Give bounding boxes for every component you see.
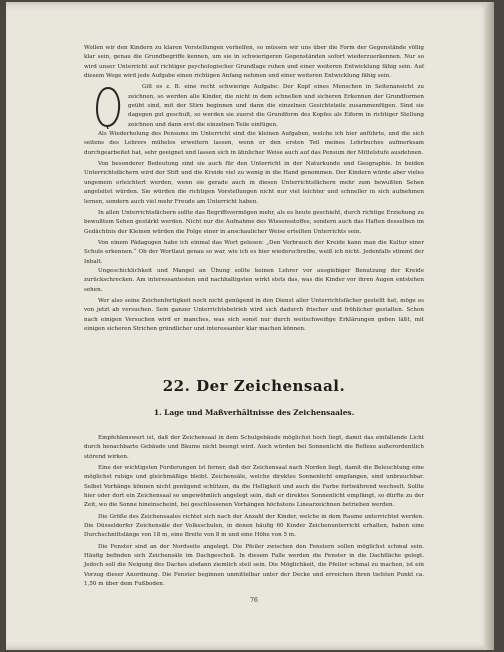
paragraph: Wollen wir den Kindern zu klaren Vorstellungen verhelfen, so müssen wir uns über die Form der Gegenstände völlig klar sein, genau die Grundbegriffe kennen, um sie in schwierigeren Gegenständen sofort wiederzuerkennen. Nur so wird unser Unterricht auf richtiger psychologischer Grundlage ruhen und einer weiteren Entwicklung fähig sein. Auf diesem Wege wird jede Aufgabe einen richtigen Anfang nehmen und einer weiteren Entwicklung fähig sein.	[84, 45, 424, 80]
egg-outline-figure	[94, 85, 122, 129]
paragraph: Von besonderer Bedeutung sind sie auch für den Unterricht in der Naturkunde und Geographie. In beiden Unterrichtsfächern wird der Stift und die Kreide viel zu wenig in die Hand genommen. Der Kindern würde aber vieles ungemein erleichtert werden, wenn sie gerade auch in diesen Unterrichtsfächern mehr zum bewußten Sehen angeleitet würden. Sie würden die richtigen Vorstellungen nicht nur viel leichter und schneller in sich aufnehmen lernen, sondern auch viel mehr Freude am Unterricht haben.	[84, 161, 424, 205]
text-block-top	[84, 44, 424, 334]
paragraph: In allen Unterrichtsfächern sollte das Begriffsvermögen mehr, als es heute geschieht, durch richtige Erziehung zu bewußtem Sehen gestärkt werden. Nicht nur die Aufnahme des Wissensstoffes, sondern auch das Haften desselben im Gedächtnis der Kleinen würden die Folge einer in anschaulicher Weise erteilten Unterrichts sein.	[84, 209, 424, 235]
paragraph: Die Größe des Zeichensaales richtet sich nach der Anzahl der Kinder, welche in dem Raume unterrichtet werden. Die Düsseldorfer Zeichensäle der Volksschulen, in denen häufig 60 Kinder Zeichenunterricht erhalten, haben eine Durchschnittslänge von 18 m, eine Breite von 8 m und eine Höhe von 5 m.	[84, 513, 424, 539]
page-number: 76	[250, 597, 258, 604]
text-block-bottom	[84, 434, 424, 590]
paragraph-text: Gilt es z. B. eine recht schwierige Aufgabe: Der Kopf eines Menschen in Seitenansicht zu zeichnen, so werden alle Kinder, die nicht in dem schnellen und sicheren Erkennen der Grundformen geübt sind, mit der Stirn beginnen und dann die einzelnen Gesichtsteile zusammenfügen. Sind sie dagegen gut geschult, so werden sie zuerst die Grundform des Kopfes als Eiform in richtiger Stellung zeichnen und dann erst die einzelnen Teile einfügen.	[128, 84, 424, 128]
page-gutter	[484, 2, 494, 650]
paragraph: Von einem Pädagogen habe ich einmal das Wort gelesen: „Den Verbrauch der Kreide kann man die Kultur einer Schule erkennen.“ Ob der Wortlaut genau so war, wie ich es hier wiederschreibe, weiß ich nicht. Jedenfalls stimmt der Inhalt.	[84, 239, 424, 265]
paragraph: Wer also seine Zeichenfertigkeit noch nicht genügend in den Dienst aller Unterrichtsfächer gestellt hat, möge es von jetzt ab versuchen. Sein ganzer Unterrichtsbetrieb wird sich dadurch frischer und fröhlicher gestalten. Schon nach einigen Versuchen wird er manches, was sich sonst nur durch weitschweifige Erklärungen geben läßt, mit einigen sicheren Strichen gründlicher und interessanter klar machen können.	[84, 297, 424, 332]
section-title: 1. Lage und Maßverhältnisse des Zeichensaales.	[153, 408, 355, 417]
paragraph: Ungeschicklichkeit und Mangel an Übung sollte keinen Lehrer vor ausgiebiger Benutzung der Kreide zurückschrecken. Am interessantesten und nachhaltigsten wirkt stets das, was die Kinder vor ihren Augen entstehen sehen.	[84, 267, 424, 293]
paragraph-with-figure	[84, 83, 424, 130]
chapter-title: 22. Der Zeichensaal.	[162, 377, 346, 395]
paragraph: Als Wiederholung des Pensums im Unterricht sind die kleinen Aufgaben, welche ich hier anführte, und die sich seitens des Lehrers mühelos erweitern lassen, wenn er den ersten Teil meines Lehrbuches aufmerksam durchgearbeitet hat, sehr geeignet und lassen sich in ähnlicher Weise auch auf das Pensum der Mittelstufe ausdehnen.	[84, 131, 424, 156]
paragraph: Empfehlenswert ist, daß der Zeichensaal in dem Schulgebäude möglichst hoch liegt, damit das einfallende Licht durch benachbarte Gebäude und Bäume nicht beengt wird. Auch würden bei Sonnenlicht die Reflexe außerordentlich störend wirken.	[84, 435, 424, 460]
paragraph: Eine der wichtigsten Forderungen ist ferner, daß der Zeichensaal nach Norden liegt, damit die Beleuchtung eine möglichst ruhige und gleichmäßige bleibt. Zeichensäle, welche direktes Sonnenlicht empfangen, sind unbrauchbar. Selbst Vorhänge können nicht genügend schützen, da die Helligkeit und auch die Farbe fortwährend wechselt. Sollte hier oder dort ein Zeichensaal so ungewöhnlich angelegt sein, daß er direktes Sonnenlicht empfängt, so dürfte zu der Zeit, wo die Sonne hineinscheint, bei geschlossenen Vorhängen höchstens Linearzeichnen betrieben werden.	[84, 465, 424, 509]
paragraph: Die Fenster sind an der Nordseite angelegt. Die Pfeiler zwischen den Fenstern sollen möglichst schmal sein. Häufig befinden sich Zeichensäle im Dachgeschoß. In diesem Falle werden die Fenster in die Dachfläche gelegt. Jedoch soll die Neigung des Daches alsdann ziemlich steil sein. Die Möglichkeit, die Pfeiler schmal zu machen, ist ein Vorzug dieser Anordnung. Die Fenster beginnen unmittelbar unter der Decke und erreichen ihren tiefsten Punkt ca. 1,50 m über dem Fußboden.	[84, 543, 424, 588]
